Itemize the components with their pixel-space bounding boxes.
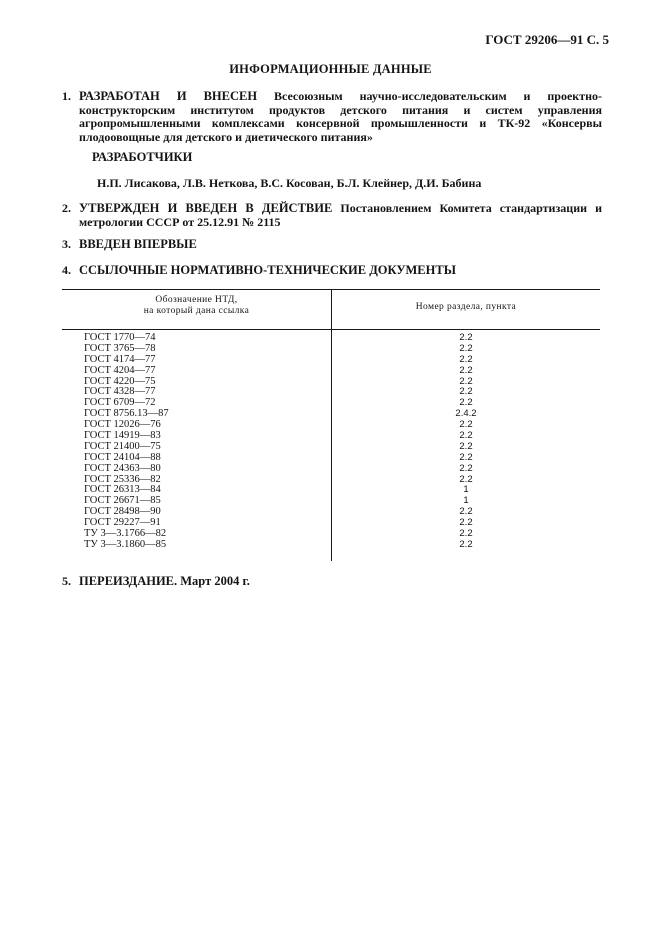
cell-section: 2.2 — [459, 473, 473, 485]
table-row — [62, 506, 600, 517]
section-number: 1. — [62, 89, 71, 103]
cell-designation: ГОСТ 12026—76 — [84, 419, 161, 431]
cell-designation: ГОСТ 4220—75 — [84, 375, 156, 387]
cell-section: 2.2 — [459, 517, 473, 529]
cell-designation: ГОСТ 28498—90 — [84, 506, 161, 518]
cell-section: 2.2 — [459, 397, 473, 409]
cell-section: 2.4.2 — [455, 408, 477, 420]
cell-section: 2.2 — [459, 528, 473, 540]
cell-designation: ГОСТ 1770—74 — [84, 332, 156, 343]
cell-section: 2.2 — [459, 538, 473, 550]
cell-section: 2.2 — [459, 430, 473, 442]
reference-table — [62, 289, 600, 561]
section-body — [79, 90, 602, 144]
table-row — [62, 354, 600, 365]
table-row — [62, 517, 600, 528]
header-line: Обозначение НТД, — [155, 295, 238, 305]
section-text: Постановлением Комитета стандартизации и метрологии СССР от 25.12.91 № 2115 — [79, 201, 603, 229]
table-row — [62, 386, 600, 397]
section-reference-docs — [62, 264, 602, 278]
cell-section: 2.2 — [459, 506, 473, 518]
section-text: ССЫЛОЧНЫЕ НОРМАТИВНО-ТЕХНИЧЕСКИЕ ДОКУМЕНТЫ — [79, 263, 456, 277]
table-row — [62, 484, 600, 495]
table-row — [62, 474, 600, 485]
cell-designation: ГОСТ 8756.13—87 — [84, 408, 169, 420]
cell-designation: ГОСТ 3765—78 — [84, 342, 156, 354]
section-number: 3. — [62, 237, 71, 251]
cell-section: 2.2 — [459, 451, 473, 463]
cell-section: 2.2 — [459, 419, 473, 431]
cell-section: 2.2 — [459, 386, 473, 398]
document-title: ИНФОРМАЦИОННЫЕ ДАННЫЕ — [229, 62, 432, 76]
section-developed — [62, 90, 602, 144]
cell-designation: ГОСТ 14919—83 — [84, 430, 161, 442]
table-row — [62, 539, 600, 550]
cell-designation: ГОСТ 25336—82 — [84, 473, 161, 485]
table-body — [62, 332, 600, 550]
cell-section: 2.2 — [459, 375, 473, 387]
cell-designation: ГОСТ 21400—75 — [84, 440, 161, 452]
cell-designation: ГОСТ 26671—85 — [84, 495, 161, 507]
table-row — [62, 397, 600, 408]
table-row — [62, 419, 600, 430]
table-row — [62, 452, 600, 463]
table-row — [62, 365, 600, 376]
cell-section: 1 — [463, 495, 469, 507]
table-row — [62, 332, 600, 343]
page-header: ГОСТ 29206—91 С. 5 — [485, 32, 609, 47]
cell-section: 2.2 — [459, 353, 473, 365]
cell-designation: ГОСТ 29227—91 — [84, 517, 161, 529]
section-reissue — [62, 575, 602, 589]
cell-section: 1 — [463, 484, 469, 496]
section-body — [79, 202, 602, 229]
table-header-designation — [62, 295, 331, 317]
developers-names: Н.П. Лисакова, Л.В. Неткова, В.С. Косован, Б.Л. Клейнер, Д.И. Бабина — [97, 176, 482, 190]
section-first-introduced — [62, 238, 602, 252]
cell-section: 2.2 — [459, 440, 473, 452]
cell-designation: ГОСТ 26313—84 — [84, 484, 161, 496]
section-lead: УТВЕРЖДЕН И ВВЕДЕН В ДЕЙСТВИЕ — [79, 201, 333, 215]
cell-designation: ГОСТ 24104—88 — [84, 451, 161, 463]
cell-designation: ТУ 3—3.1860—85 — [84, 538, 167, 550]
cell-section: 2.2 — [459, 342, 473, 354]
table-row — [62, 408, 600, 419]
section-text: ВВЕДЕН ВПЕРВЫЕ — [79, 237, 197, 251]
cell-section: 2.2 — [459, 364, 473, 376]
section-text: ПЕРЕИЗДАНИЕ. Март 2004 г. — [79, 574, 250, 588]
cell-designation: ГОСТ 4174—77 — [84, 353, 156, 365]
cell-designation: ГОСТ 4204—77 — [84, 364, 156, 376]
table-row — [62, 528, 600, 539]
section-lead: РАЗРАБОТАН И ВНЕСЕН — [79, 89, 258, 103]
table-row — [62, 343, 600, 354]
table-header-section: Номер раздела, пункта — [415, 302, 517, 312]
table-row — [62, 463, 600, 474]
header-line: на который дана ссылка — [143, 306, 250, 316]
cell-designation: ГОСТ 6709—72 — [84, 397, 156, 409]
cell-designation: ГОСТ 4328—77 — [84, 386, 156, 398]
table-row — [62, 441, 600, 452]
cell-section: 2.2 — [459, 332, 473, 343]
table-row — [62, 495, 600, 506]
developers-heading: РАЗРАБОТЧИКИ — [92, 150, 193, 164]
table-row — [62, 376, 600, 387]
section-number: 4. — [62, 263, 71, 277]
cell-designation: ТУ 3—3.1766—82 — [84, 528, 167, 540]
section-number: 5. — [62, 574, 71, 588]
cell-section: 2.2 — [459, 462, 473, 474]
section-number: 2. — [62, 201, 71, 215]
section-text: Всесоюзным научно-исследовательским и проектно-конструкторским институтом продуктов детского питания и систем управления агропромышленными комплексами консервной промышленности и ТК-92 «Консервы плодоовощные для детского и диетического питания» — [79, 89, 603, 144]
section-approved — [62, 202, 602, 229]
cell-designation: ГОСТ 24363—80 — [84, 462, 161, 474]
table-row — [62, 430, 600, 441]
